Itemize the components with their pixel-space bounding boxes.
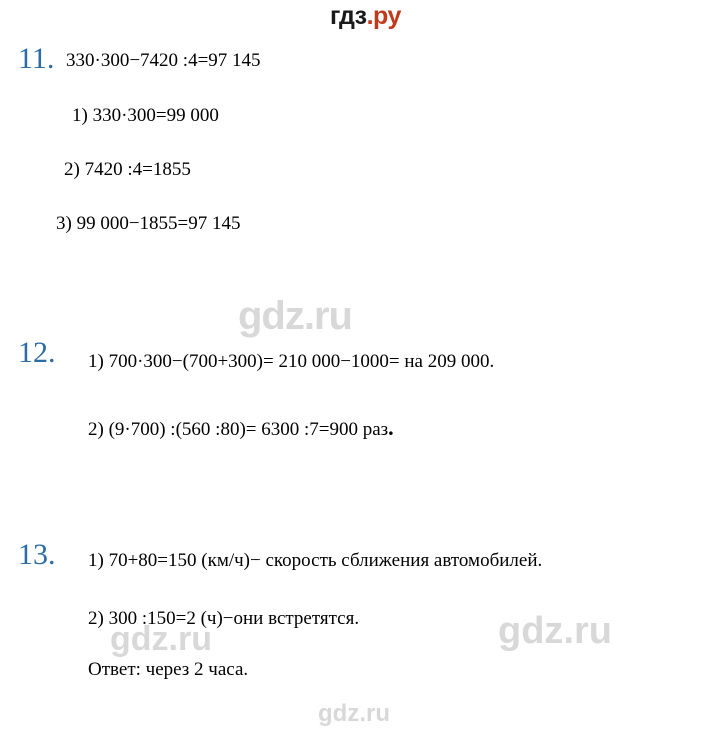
task-12-line-2-text: 2) (9·700) :(560 :80)= 6300 :7=900 раз bbox=[88, 419, 389, 440]
site-logo-domain: .ру bbox=[366, 2, 401, 30]
task-11-line-4: 3) 99 000−1855=97 145 bbox=[56, 213, 241, 234]
task-12-line-2 bbox=[88, 415, 394, 441]
task-number-13: 13. bbox=[18, 538, 56, 571]
task-13-line-2: 2) 300 :150=2 (ч)−они встретятся. bbox=[88, 608, 360, 629]
task-13-answer: Ответ: через 2 часа. bbox=[88, 659, 249, 680]
watermark-center: gdz.ru bbox=[238, 294, 352, 338]
watermark-bottom-center: gdz.ru bbox=[318, 700, 390, 727]
site-logo-name: гдз bbox=[330, 2, 367, 30]
site-logo bbox=[330, 2, 401, 31]
task-11-line-2: 1) 330·300=99 000 bbox=[72, 105, 219, 126]
task-11-line-1: 330·300−7420 :4=97 145 bbox=[66, 50, 261, 71]
task-12-line-2-period: . bbox=[388, 415, 394, 440]
watermark-bottom-left: gdz.ru bbox=[110, 620, 212, 658]
task-number-11: 11. bbox=[18, 42, 55, 75]
task-12-line-1: 1) 700·300−(700+300)= 210 000−1000= на 209 000. bbox=[88, 351, 495, 372]
watermark-bottom-right: gdz.ru bbox=[498, 610, 612, 652]
task-number-12: 12. bbox=[18, 336, 56, 369]
task-13-line-1: 1) 70+80=150 (км/ч)− скорость сближения автомобилей. bbox=[88, 550, 543, 571]
task-11-line-3: 2) 7420 :4=1855 bbox=[64, 159, 191, 180]
